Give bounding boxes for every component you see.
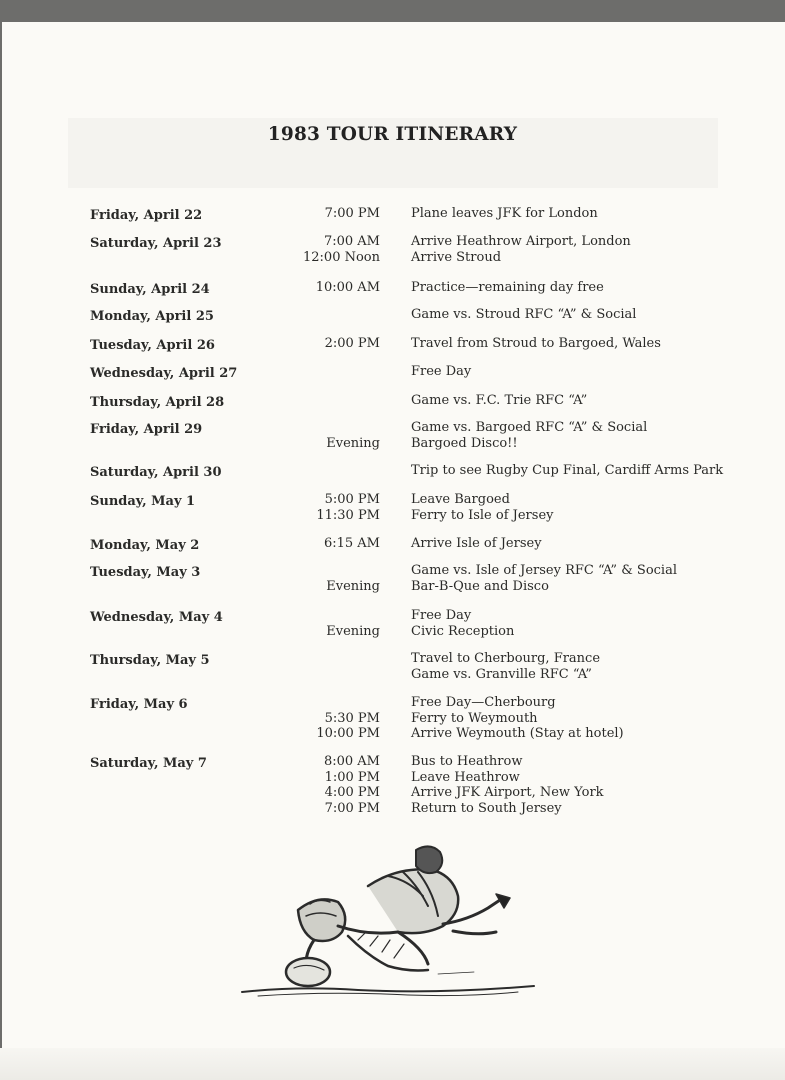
itinerary-events [411, 393, 587, 409]
itinerary-time: 2:00 PM [324, 336, 380, 351]
itinerary-event: Ferry to Weymouth [411, 710, 538, 726]
itinerary-time: 7:00 AM [323, 234, 380, 249]
itinerary-events [411, 651, 600, 682]
itinerary-event: Travel from Stroud to Bargoed, Wales [411, 336, 661, 351]
itinerary-day: Saturday, April 23 [90, 236, 222, 251]
itinerary-times [324, 754, 380, 816]
itinerary-event: Free Day [411, 608, 472, 623]
itinerary-time: 8:00 AM [323, 754, 380, 769]
itinerary-day: Friday, April 29 [90, 422, 203, 437]
itinerary-event: Arrive JFK Airport, New York [411, 785, 604, 800]
rugby-player-diving-icon [238, 836, 538, 1000]
itinerary-time: 5:30 PM [324, 710, 380, 726]
itinerary-times [316, 492, 380, 523]
itinerary-event: Free Day—Cherbourg [411, 695, 556, 710]
itinerary-events [411, 364, 471, 380]
itinerary-event: Bargoed Disco!! [411, 435, 518, 451]
itinerary-times [326, 563, 380, 594]
itinerary-time: 5:00 PM [324, 492, 380, 507]
itinerary-event: Ferry to Isle of Jersey [411, 507, 554, 523]
itinerary-day: Wednesday, April 27 [90, 366, 238, 381]
itinerary-events [411, 754, 604, 816]
page-edge [0, 1048, 785, 1080]
itinerary-time: Evening [326, 435, 380, 451]
itinerary-event: Trip to see Rugby Cup Final, Cardiff Arms Park [411, 463, 724, 478]
itinerary-day: Tuesday, May 3 [90, 565, 201, 580]
itinerary-times [326, 420, 380, 451]
itinerary-time: Evening [326, 623, 380, 639]
itinerary-events [411, 463, 723, 479]
itinerary-day: Friday, May 6 [90, 697, 188, 712]
itinerary-times [316, 695, 380, 742]
itinerary-events [411, 536, 542, 552]
itinerary-event: Game vs. Bargoed RFC “A” & Social [411, 420, 648, 435]
itinerary-event: Practice—remaining day free [411, 280, 604, 295]
page-title: 1983 TOUR ITINERARY [267, 124, 518, 145]
itinerary-time: 12:00 Noon [303, 249, 380, 265]
itinerary-event: Return to South Jersey [411, 800, 562, 816]
itinerary-events [411, 695, 624, 742]
itinerary-day: Thursday, April 28 [90, 395, 225, 410]
itinerary-times [325, 206, 380, 222]
itinerary-times [326, 608, 380, 639]
itinerary-time: 10:00 AM [315, 280, 380, 295]
itinerary-events [411, 307, 636, 323]
itinerary-event: Game vs. Stroud RFC “A” & Social [411, 307, 637, 322]
itinerary-events [411, 336, 661, 352]
itinerary-event: Arrive Weymouth (Stay at hotel) [411, 726, 624, 741]
itinerary-day: Saturday, April 30 [90, 465, 222, 480]
itinerary-day: Monday, May 2 [90, 538, 200, 553]
itinerary-events [411, 206, 598, 222]
itinerary-day: Friday, April 22 [90, 208, 203, 223]
itinerary-time: 11:30 PM [316, 507, 380, 523]
itinerary-events [411, 234, 631, 265]
itinerary-event: Civic Reception [411, 623, 515, 639]
itinerary-time [326, 420, 380, 436]
itinerary-time: 1:00 PM [324, 769, 380, 785]
itinerary-event: Leave Bargoed [411, 492, 510, 507]
itinerary-event: Free Day [411, 364, 472, 379]
itinerary-events [411, 563, 677, 594]
itinerary-times [316, 280, 380, 296]
itinerary-event: Arrive Heathrow Airport, London [411, 234, 631, 249]
itinerary-times [303, 234, 380, 265]
itinerary-day: Monday, April 25 [90, 309, 214, 324]
itinerary-event: Plane leaves JFK for London [411, 206, 598, 221]
itinerary-day: Tuesday, April 26 [90, 338, 215, 353]
itinerary-time [316, 695, 380, 711]
itinerary-time: 10:00 PM [316, 726, 380, 741]
itinerary-times [324, 536, 380, 552]
itinerary-event: Travel to Cherbourg, France [411, 651, 601, 666]
itinerary-time: 4:00 PM [324, 785, 380, 800]
itinerary-day: Saturday, May 7 [90, 756, 207, 771]
itinerary-day: Wednesday, May 4 [90, 610, 223, 625]
itinerary-time [326, 608, 380, 624]
itinerary-time: Evening [326, 578, 380, 594]
itinerary-event: Bar-B-Que and Disco [411, 578, 549, 594]
itinerary-event: Leave Heathrow [411, 769, 520, 785]
itinerary-event: Arrive Isle of Jersey [411, 536, 542, 551]
itinerary-time: 6:15 AM [323, 536, 380, 551]
itinerary-day: Thursday, May 5 [90, 653, 210, 668]
itinerary-events [411, 608, 514, 639]
itinerary-event: Game vs. Granville RFC “A” [411, 666, 592, 682]
itinerary-day: Sunday, April 24 [90, 282, 210, 297]
itinerary-day: Sunday, May 1 [90, 494, 196, 509]
itinerary-events [411, 492, 553, 523]
itinerary-events [411, 420, 647, 451]
itinerary-event: Arrive Stroud [411, 249, 502, 265]
itinerary-time [326, 563, 380, 579]
itinerary-times [325, 336, 380, 352]
itinerary-event: Game vs. Isle of Jersey RFC “A” & Social [411, 563, 677, 578]
itinerary-event: Bus to Heathrow [411, 754, 523, 769]
itinerary-time: 7:00 PM [324, 800, 380, 816]
itinerary-events [411, 280, 604, 296]
itinerary-event: Game vs. F.C. Trie RFC “A” [411, 393, 588, 408]
itinerary-time: 7:00 PM [324, 206, 380, 221]
